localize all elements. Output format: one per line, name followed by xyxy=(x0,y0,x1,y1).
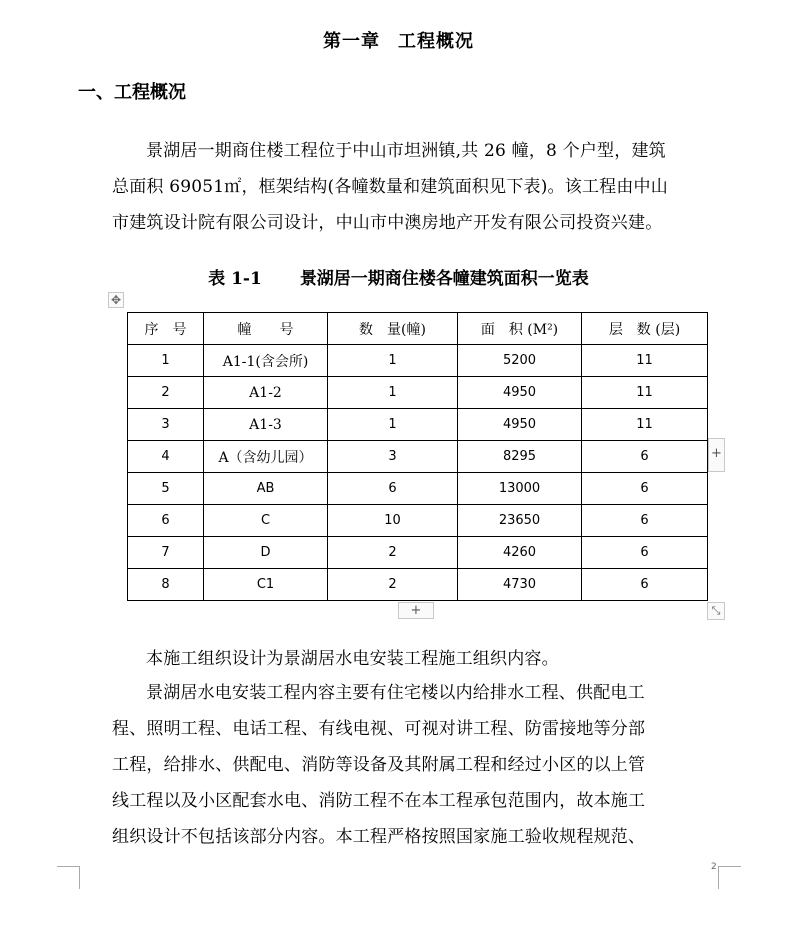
building-area-table xyxy=(127,312,708,601)
chapter-title xyxy=(0,27,797,53)
chapter-name: 工程概况 xyxy=(398,31,474,52)
table-cell[interactable]: 4950 xyxy=(458,377,582,409)
table-cell[interactable]: 2 xyxy=(328,569,458,601)
header-cell[interactable]: 序 号 xyxy=(128,313,204,345)
paragraph-line: 本施工组织设计为景湖居水电安装工程施工组织内容。 xyxy=(146,649,559,669)
chapter-number: 第一章 xyxy=(323,31,380,52)
table-cell[interactable]: A1-1(含会所) xyxy=(204,345,328,377)
plus-icon: + xyxy=(711,446,722,461)
table-cell[interactable]: 11 xyxy=(582,377,708,409)
table-row xyxy=(128,473,708,505)
table-cell[interactable]: 10 xyxy=(328,505,458,537)
table-cell[interactable]: 2 xyxy=(128,377,204,409)
table-row xyxy=(128,537,708,569)
table-header-row xyxy=(128,313,708,345)
paragraph-line: 市建筑设计院有限公司设计，中山市中澳房地产开发有限公司投资兴建。 xyxy=(112,213,663,233)
table-cell[interactable]: D xyxy=(204,537,328,569)
header-cell[interactable]: 面 积 (M²) xyxy=(458,313,582,345)
table-cell[interactable]: 6 xyxy=(128,505,204,537)
header-cell[interactable]: 数 量(幢) xyxy=(328,313,458,345)
paragraph-line: 总面积 69051㎡，框架结构(各幢数量和建筑面积见下表)。该工程由中山 xyxy=(112,177,668,197)
table-row xyxy=(128,569,708,601)
table-cell[interactable]: AB xyxy=(204,473,328,505)
paragraph-line: 线工程以及小区配套水电、消防工程不在本工程承包范围内，故本施工 xyxy=(112,791,646,811)
scope-paragraph xyxy=(112,641,712,677)
table-cell[interactable]: 11 xyxy=(582,345,708,377)
table-cell[interactable]: 5200 xyxy=(458,345,582,377)
page-number: 2 xyxy=(711,862,717,872)
table-cell[interactable]: C xyxy=(204,505,328,537)
table-cell[interactable]: 23650 xyxy=(458,505,582,537)
intro-paragraph xyxy=(112,133,712,241)
paragraph-line: 工程，给排水、供配电、消防等设备及其附属工程和经过小区的以上管 xyxy=(112,755,646,775)
header-cell[interactable]: 层 数 (层) xyxy=(582,313,708,345)
table-cell[interactable]: 6 xyxy=(582,505,708,537)
table-cell[interactable]: 2 xyxy=(328,537,458,569)
table-caption-title: 景湖居一期商住楼各幢建筑面积一览表 xyxy=(299,269,589,289)
table-cell[interactable]: 1 xyxy=(328,345,458,377)
table-move-handle[interactable] xyxy=(108,292,124,308)
table-row xyxy=(128,441,708,473)
table-cell[interactable]: 8 xyxy=(128,569,204,601)
table-caption xyxy=(0,264,797,289)
table-cell[interactable]: 4730 xyxy=(458,569,582,601)
paragraph-line: 景湖居一期商住楼工程位于中山市坦洲镇,共 26 幢，8 个户型，建筑 xyxy=(146,141,666,161)
table-cell[interactable]: 6 xyxy=(582,569,708,601)
table-cell[interactable]: A1-2 xyxy=(204,377,328,409)
table-cell[interactable]: 6 xyxy=(582,441,708,473)
table-cell[interactable]: 1 xyxy=(128,345,204,377)
table-cell[interactable]: C1 xyxy=(204,569,328,601)
table-cell[interactable]: A（含幼儿园） xyxy=(204,441,328,473)
move-icon: ✥ xyxy=(110,293,122,307)
table-cell[interactable]: 3 xyxy=(328,441,458,473)
table-cell[interactable]: 4260 xyxy=(458,537,582,569)
table-cell[interactable]: 7 xyxy=(128,537,204,569)
table-cell[interactable]: 3 xyxy=(128,409,204,441)
table-cell[interactable]: 4950 xyxy=(458,409,582,441)
table-cell[interactable]: 13000 xyxy=(458,473,582,505)
plus-icon: + xyxy=(410,603,422,618)
table-row xyxy=(128,505,708,537)
section-heading: 一、工程概况 xyxy=(78,82,186,103)
paragraph-line: 景湖居水电安装工程内容主要有住宅楼以内给排水工程、供配电工 xyxy=(146,683,645,703)
table-cell[interactable]: 6 xyxy=(328,473,458,505)
page-corner-mark-right xyxy=(718,866,741,889)
table-row xyxy=(128,377,708,409)
content-paragraph xyxy=(112,675,712,855)
paragraph-line: 程、照明工程、电话工程、有线电视、可视对讲工程、防雷接地等分部 xyxy=(112,719,646,739)
add-column-button[interactable] xyxy=(708,438,725,472)
table-row xyxy=(128,409,708,441)
table-cell[interactable]: 6 xyxy=(582,537,708,569)
page-corner-mark-left xyxy=(57,866,80,889)
header-cell[interactable]: 幢 号 xyxy=(204,313,328,345)
table-cell[interactable]: 8295 xyxy=(458,441,582,473)
table-row xyxy=(128,345,708,377)
add-row-button[interactable] xyxy=(398,602,434,619)
table-cell[interactable]: 4 xyxy=(128,441,204,473)
table-cell[interactable]: 6 xyxy=(582,473,708,505)
table-cell[interactable]: 5 xyxy=(128,473,204,505)
table-resize-handle[interactable] xyxy=(707,602,725,620)
paragraph-line: 组织设计不包括该部分内容。本工程严格按照国家施工验收规程规范、 xyxy=(112,827,646,847)
table-cell[interactable]: 1 xyxy=(328,377,458,409)
table-cell[interactable]: A1-3 xyxy=(204,409,328,441)
resize-diagonal-icon: ⤡ xyxy=(711,604,721,617)
table-cell[interactable]: 11 xyxy=(582,409,708,441)
table-caption-number: 表 1-1 xyxy=(208,269,262,289)
table-cell[interactable]: 1 xyxy=(328,409,458,441)
